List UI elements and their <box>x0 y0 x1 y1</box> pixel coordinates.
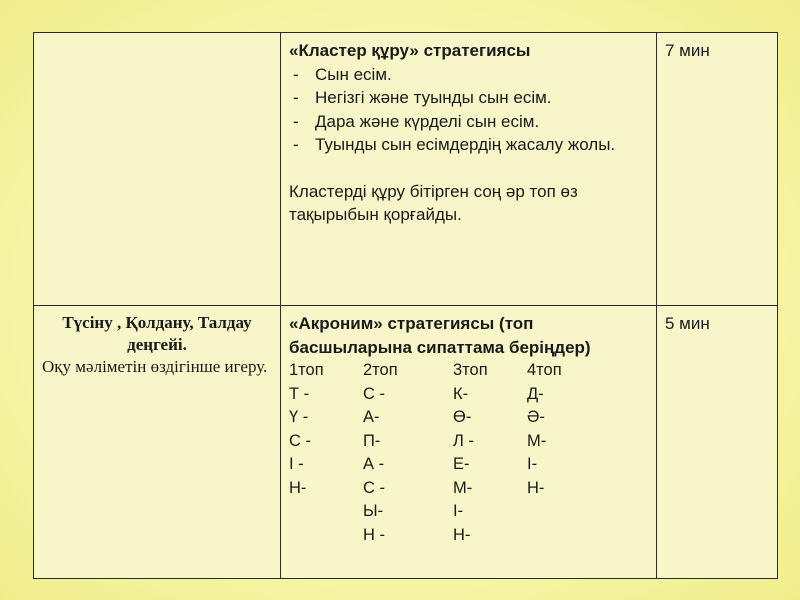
group-header: 1топ <box>289 361 324 379</box>
acronym-letter <box>289 524 357 548</box>
acronym-letter: А- <box>363 408 380 426</box>
acronym-letter: С - <box>363 384 385 403</box>
activity-note: Кластерді құру бітірген соң әр топ өз тақырыбын қорғайды. <box>289 181 578 224</box>
acronym-letter: І- <box>453 502 464 520</box>
acronym-letter: П- <box>363 431 381 450</box>
list-item: - Туынды сын есімдердің жасалу жолы. <box>293 133 648 157</box>
acronym-letter: С - <box>289 431 311 450</box>
time-value: 7 мин <box>665 41 710 60</box>
acronym-grid <box>289 359 648 547</box>
acronym-letter: А - <box>363 455 385 473</box>
acronym-letter: Н- <box>527 478 545 497</box>
topic-list <box>289 63 648 157</box>
acronym-letter: Н- <box>453 525 471 544</box>
group-header: 4топ <box>527 361 562 379</box>
acronym-letter <box>519 500 589 524</box>
acronym-letter: Ә- <box>527 408 545 426</box>
stage-description: Оқу мәліметін өздігінше игеру. <box>42 357 268 376</box>
time-cell <box>657 33 778 306</box>
acronym-letter: Е- <box>453 455 470 473</box>
stage-title: Түсіну , Қолдану, Талдау деңгейі. <box>62 313 252 354</box>
acronym-letter: Т - <box>289 384 310 403</box>
acronym-letter: Н - <box>363 525 385 544</box>
acronym-letter <box>289 500 357 524</box>
acronym-letter: Д- <box>527 384 544 403</box>
strategy-title: «Кластер құру» стратегиясы <box>289 41 531 60</box>
acronym-letter: Ы- <box>363 502 384 520</box>
acronym-letter: І - <box>289 455 304 473</box>
acronym-letter: Ө- <box>453 408 472 426</box>
group-header: 3топ <box>453 361 488 379</box>
table-row <box>34 306 778 579</box>
acronym-letter: К- <box>453 384 469 403</box>
strategy-title: «Акроним» стратегиясы (топ басшыларына сипаттама беріңдер) <box>289 314 591 357</box>
list-item: - Сын есім. <box>293 63 648 87</box>
stage-cell <box>34 306 281 579</box>
lesson-plan-table <box>33 32 778 579</box>
group-header: 2топ <box>363 361 398 379</box>
activity-cell <box>281 33 657 306</box>
time-cell <box>657 306 778 579</box>
acronym-letter: С - <box>363 478 385 497</box>
spacer <box>289 157 648 180</box>
acronym-letter: Л - <box>453 431 474 450</box>
acronym-letter: Н- <box>289 478 307 497</box>
time-value: 5 мин <box>665 314 710 333</box>
list-item: - Дара және күрделі сын есім. <box>293 110 648 134</box>
acronym-letter: Ү - <box>289 408 309 426</box>
acronym-letter: М- <box>453 478 473 497</box>
table-row <box>34 33 778 306</box>
acronym-letter <box>519 524 589 548</box>
stage-cell <box>34 33 281 306</box>
acronym-letter: І- <box>527 455 538 473</box>
activity-cell <box>281 306 657 579</box>
acronym-letter: М- <box>527 431 547 450</box>
list-item: - Негізгі және туынды сын есім. <box>293 86 648 110</box>
